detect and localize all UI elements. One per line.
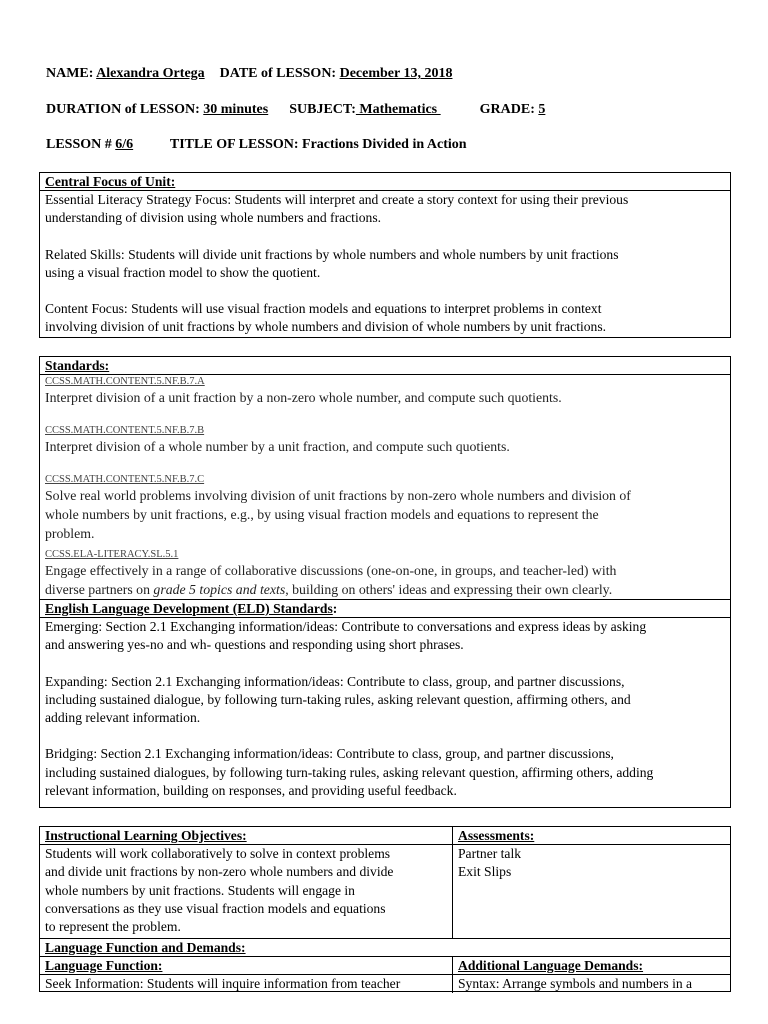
- duration-value: 30 minutes: [203, 102, 269, 117]
- objectives-line: Students will work collaboratively to solve in context problems: [45, 846, 391, 861]
- language-content-row: [40, 974, 730, 993]
- emerging-line: Emerging: Section 2.1 Exchanging information/ideas: Contribute to conversations and express ideas by asking: [45, 619, 647, 634]
- objectives-line: to represent the problem.: [45, 919, 181, 935]
- language-demands-text: Syntax: Arrange symbols and numbers in a: [458, 976, 693, 991]
- lesson-title: TITLE OF LESSON: Fractions Divided in Action: [169, 137, 467, 152]
- bridging-line: relevant information, building on responses, and providing useful feedback.: [45, 783, 457, 799]
- subject-label: SUBJECT:: [289, 102, 356, 117]
- assessment-item: Exit Slips: [458, 864, 512, 880]
- name-label: NAME:: [46, 66, 94, 81]
- literacy-focus-line: understanding of division using whole numbers and fractions.: [45, 210, 382, 226]
- assessments-heading: Assessments:: [458, 828, 535, 843]
- language-demands-heading: Additional Language Demands:: [458, 958, 644, 973]
- related-skills-line: using a visual fraction model to show the quotient.: [45, 264, 321, 280]
- standard-text-part: , building on others' ideas and expressing their own clearly.: [285, 582, 613, 597]
- objectives-text: [40, 845, 453, 938]
- standards-heading: Standards:: [45, 358, 110, 373]
- assessments-header-cell: [453, 827, 730, 844]
- related-skills-line: Related Skills: Students will divide unit fractions by whole numbers and whole numbers by unit fractions: [45, 246, 619, 262]
- standard-text: Engage effectively in a range of collaborative discussions (one-on-one, in groups, and teacher-led) with: [45, 563, 617, 578]
- objectives-content-row: [40, 844, 730, 938]
- name-line: [46, 66, 452, 82]
- standard-text: Interpret division of a unit fraction by a non-zero whole number, and compute such quotients.: [45, 390, 562, 405]
- central-focus-heading: Central Focus of Unit:: [45, 174, 176, 189]
- objectives-cell: [40, 827, 453, 844]
- language-function-heading: Language Function:: [45, 958, 163, 973]
- eld-heading-colon: :: [332, 601, 338, 616]
- content-focus-line: Content Focus: Students will use visual fraction models and equations to interpret problems in context: [45, 301, 602, 317]
- literacy-focus-line: Essential Literacy Strategy Focus: Students will interpret and create a story context for using their previous: [45, 192, 629, 207]
- standard-code: CCSS.MATH.CONTENT.5.NF.B.7.B: [45, 425, 205, 436]
- eld-heading-text: English Language Development (ELD) Standards: [45, 601, 333, 616]
- expanding-line: including sustained dialogue, by following turn-taking rules, asking relevant question, affirming others, and: [45, 691, 631, 707]
- bridging-line: including sustained dialogues, by following turn-taking rules, asking relevant question, affirming others, adding: [45, 764, 654, 780]
- lesson-line: [46, 137, 467, 153]
- standard-text: whole numbers by unit fractions, e.g., by using visual fraction models and equations to represent the: [45, 507, 599, 522]
- standard-text: Solve real world problems involving division of unit fractions by non-zero whole numbers and division of: [45, 488, 631, 503]
- expanding-line: Expanding: Section 2.1 Exchanging information/ideas: Contribute to class, group, and partner discussions,: [45, 673, 625, 689]
- emerging-line: and answering yes-no and wh- questions and responding using short phrases.: [45, 637, 464, 653]
- objectives-line: and divide unit fractions by non-zero whole numbers and divide: [45, 864, 394, 880]
- standard-text-part: diverse partners on: [45, 582, 154, 597]
- duration-line: [46, 102, 545, 118]
- objectives-heading: Instructional Learning Objectives:: [45, 828, 247, 843]
- language-heading: Language Function and Demands:: [45, 940, 246, 955]
- assessments-list: [453, 845, 730, 938]
- central-focus-box: [39, 172, 731, 338]
- lesson-value: 6/6: [115, 137, 134, 152]
- standard-text: Interpret division of a whole number by a unit fraction, and compute such quotients.: [45, 439, 510, 454]
- standards-box: [39, 356, 731, 808]
- date-value: December 13, 2018: [339, 66, 453, 81]
- standard-code: CCSS.ELA-LITERACY.SL.5.1: [45, 549, 179, 560]
- standard-code: CCSS.MATH.CONTENT.5.NF.B.7.A: [45, 376, 205, 387]
- language-function-text: Seek Information: Students will inquire information from teacher: [40, 975, 453, 993]
- objectives-line: whole numbers by unit fractions. Students will engage in: [45, 882, 355, 898]
- standard-code: CCSS.MATH.CONTENT.5.NF.B.7.C: [45, 474, 205, 485]
- content-focus-line: involving division of unit fractions by whole numbers and division of whole numbers by unit fractions.: [45, 319, 607, 335]
- objectives-row: [40, 827, 730, 844]
- objectives-line: conversations as they use visual fraction models and equations: [45, 900, 386, 916]
- standard-text: problem.: [45, 526, 95, 541]
- language-header-row: [40, 956, 730, 974]
- grade-label: GRADE:: [479, 102, 535, 117]
- lesson-label: LESSON #: [46, 137, 112, 152]
- subject-value: Mathematics: [355, 102, 441, 117]
- assessment-item: Partner talk: [458, 846, 522, 861]
- bridging-line: Bridging: Section 2.1 Exchanging information/ideas: Contribute to class, group, and partner discussions,: [45, 746, 614, 762]
- grade-value: 5: [538, 102, 546, 117]
- expanding-line: adding relevant information.: [45, 710, 201, 726]
- literacy-focus-text: [40, 191, 730, 337]
- standard-text-italic: grade 5 topics and texts: [153, 582, 286, 597]
- eld-content: [40, 618, 730, 800]
- standard-text: [40, 580, 730, 599]
- objectives-table: [39, 826, 731, 992]
- date-label: DATE of LESSON:: [219, 66, 337, 81]
- duration-label: DURATION of LESSON:: [46, 102, 200, 117]
- name-value: Alexandra Ortega: [96, 66, 205, 81]
- eld-heading: [40, 600, 730, 617]
